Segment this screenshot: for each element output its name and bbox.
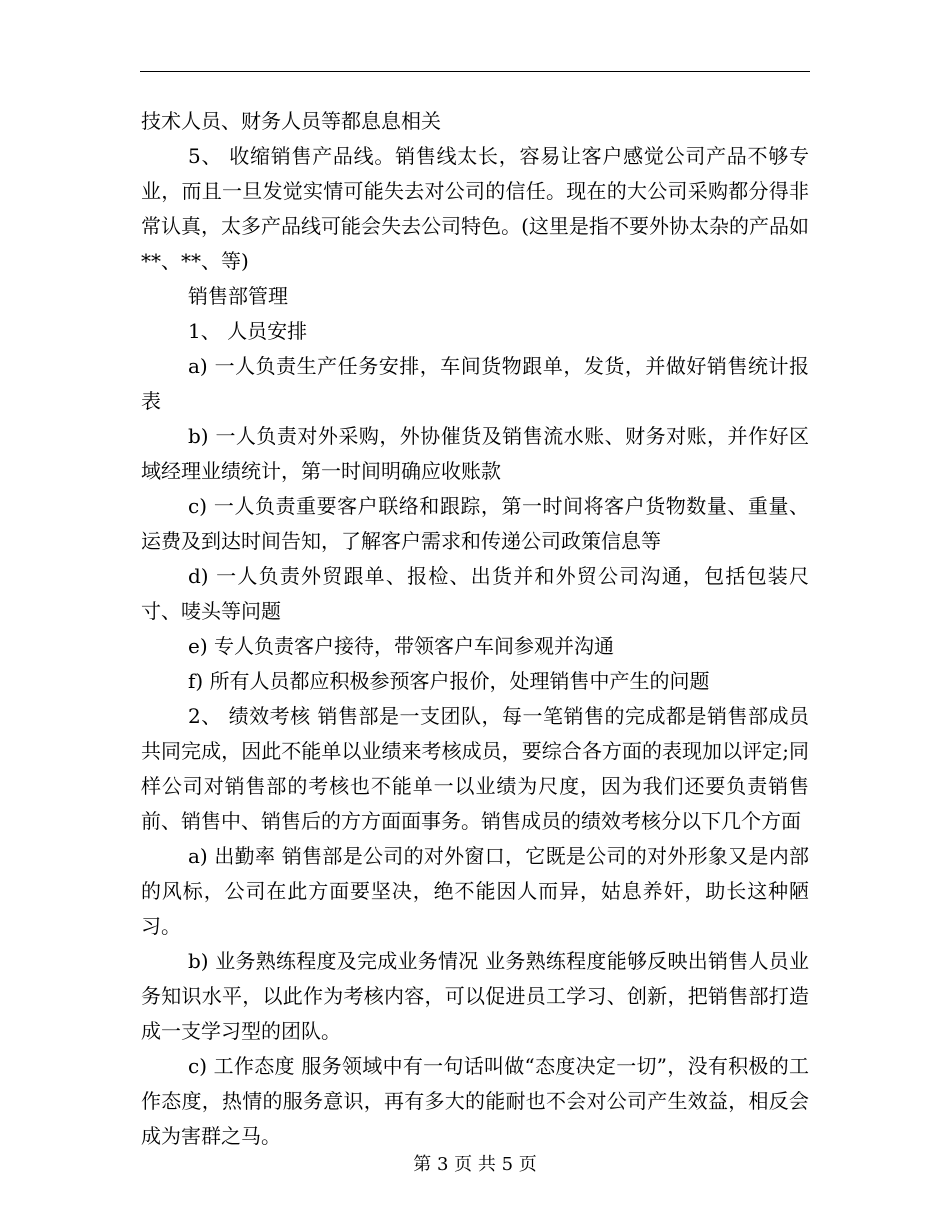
list-item-d: d) 一人负责外贸跟单、报检、出货并和外贸公司沟通，包括包装尺寸、唛头等问题	[141, 564, 809, 623]
list-item-a: a) 一人负责生产任务安排，车间货物跟单，发货，并做好销售统计报表	[141, 354, 809, 413]
list-item-c: c) 一人负责重要客户联络和跟踪，第一时间将客户货物数量、重量、运费及到达时间告知，了解客户需求和传递公司政策信息等	[141, 494, 809, 553]
document-body	[141, 104, 809, 1154]
paragraph: 技术人员、财务人员等都息息相关	[141, 109, 441, 133]
list-item-f: f) 所有人员都应积极参预客户报价，处理销售中产生的问题	[188, 669, 710, 693]
list-item-attitude: c) 工作态度 服务领域中有一句话叫做“态度决定一切”，没有积极的工作态度，热情的服务意识，再有多大的能耐也不会对公司产生效益，相反会成为害群之马。	[141, 1054, 809, 1148]
list-item-attendance: a) 出勤率 销售部是公司的对外窗口，它既是公司的对外形象又是内部的风标，公司在此方面要坚决，绝不能因人而异，姑息养奸，助长这种陋习。	[141, 844, 809, 938]
list-item-proficiency: b) 业务熟练程度及完成业务情况 业务熟练程度能够反映出销售人员业务知识水平，以此作为考核内容，可以促进员工学习、创新，把销售部打造成一支学习型的团队。	[141, 949, 809, 1043]
list-item-b: b) 一人负责对外采购，外协催货及销售流水账、财务对账，并作好区域经理业绩统计，第一时间明确应收账款	[141, 424, 809, 483]
paragraph-shrink-product-line: 5、 收缩销售产品线。销售线太长，容易让客户感觉公司产品不够专业，而且一旦发觉实情可能失去对公司的信任。现在的大公司采购都分得非常认真，太多产品线可能会失去公司特色。(这里是指不要外协太杂的产品如**、**、等)	[141, 144, 809, 273]
page-number-footer: 第 3 页 共 5 页	[413, 1154, 537, 1175]
subheading-staffing: 1、 人员安排	[188, 319, 308, 343]
paragraph-performance-review: 2、 绩效考核 销售部是一支团队，每一笔销售的完成都是销售部成员共同完成，因此不能单以业绩来考核成员，要综合各方面的表现加以评定;同样公司对销售部的考核也不能单一以业绩为尺度，因为我们还要负责销售前、销售中、销售后的方方面面事务。销售成员的绩效考核分以下几个方面	[141, 704, 809, 833]
section-heading-sales-management: 销售部管理	[188, 284, 288, 308]
header-rule	[140, 71, 810, 72]
list-item-e: e) 专人负责客户接待，带领客户车间参观并沟通	[188, 634, 614, 658]
